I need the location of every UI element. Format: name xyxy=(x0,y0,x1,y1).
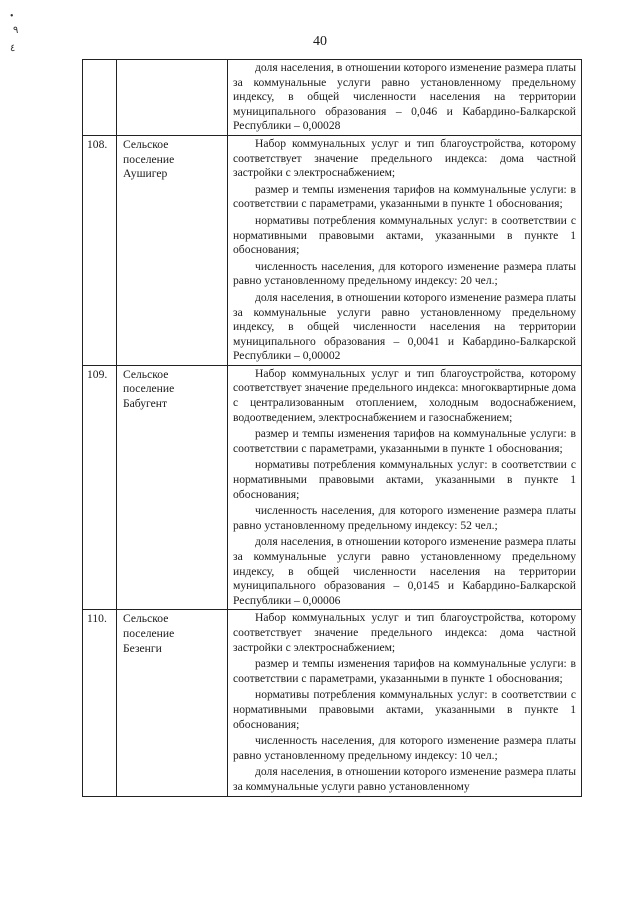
name-cell xyxy=(117,60,228,136)
description-cell xyxy=(228,135,582,365)
paragraph: Набор коммунальных услуг и тип благоустройства, которому соответствует значение предельного индекса: дома частной застройки с электроснабжением; xyxy=(233,136,576,180)
name-line: Сельское xyxy=(123,137,169,151)
margin-mark-3: ٤ xyxy=(10,43,16,54)
desc-cell xyxy=(228,60,582,136)
name-line: Безенги xyxy=(123,641,162,655)
name-line: поселение xyxy=(123,382,175,396)
name-line: Бабугент xyxy=(123,397,168,411)
paragraph: нормативы потребления коммунальных услуг: в соответствии с нормативными правовыми актами, указанными в пункте 1 обоснования; xyxy=(233,458,576,501)
name-line: Сельское xyxy=(123,612,169,626)
indicator-table xyxy=(82,59,582,797)
paragraph: размер и темпы изменения тарифов на коммунальные услуги: в соответствии с параметрами, указанными в пункте 1 обоснования; xyxy=(233,427,576,455)
description-cell xyxy=(228,365,582,610)
name-line: поселение xyxy=(123,626,175,640)
row-number: 108. xyxy=(83,135,117,365)
paragraph: нормативы потребления коммунальных услуг: в соответствии с нормативными правовыми актами, указанными в пункте 1 обоснования; xyxy=(233,688,576,731)
description-cell xyxy=(228,610,582,796)
row-number: 109. xyxy=(83,365,117,610)
paragraph: численность населения, для которого изменение размера платы равно установленному предельному индексу: 52 чел.; xyxy=(233,504,576,532)
paragraph: размер и темпы изменения тарифов на коммунальные услуги: в соответствии с параметрами, указанными в пункте 1 обоснования; xyxy=(233,657,576,685)
row-number: 110. xyxy=(83,610,117,796)
name-line: Сельское xyxy=(123,367,169,381)
paragraph: численность населения, для которого изменение размера платы равно установленному предельному индексу: 20 чел.; xyxy=(233,259,576,288)
name-line: поселение xyxy=(123,152,175,166)
paragraph: доля населения, в отношении которого изменение размера платы за коммунальные услуги равно установленному предельному индексу, в общей численности населения на территории муниципального образования – 0,046 и Кабардино-Балкарской Республики – 0,00028 xyxy=(233,61,576,133)
paragraph: Набор коммунальных услуг и тип благоустройства, которому соответствует значение предельного индекса: дома частной застройки с электроснабжением; xyxy=(233,611,576,654)
table-row xyxy=(83,135,582,365)
table-row-continuation xyxy=(83,60,582,136)
paragraph: размер и темпы изменения тарифов на коммунальные услуги: в соответствии с параметрами, указанными в пункте 1 обоснования; xyxy=(233,182,576,211)
table-row xyxy=(83,610,582,796)
paragraph: доля населения, в отношении которого изменение размера платы за коммунальные услуги равно установленному предельному индексу, в общей численности населения на территории муниципального образования – 0,0041 и Кабардино-Балкарской Республики – 0,00002 xyxy=(233,290,576,363)
paragraph: доля населения, в отношении которого изменение размера платы за коммунальные услуги равно установленному предельному индексу, в общей численности населения на территории муниципального образования – 0,0145 и Кабардино-Балкарской Республики – 0,00006 xyxy=(233,535,576,607)
margin-mark-1: • xyxy=(10,11,14,22)
name-line: Аушигер xyxy=(123,167,168,181)
page-number: 40 xyxy=(313,34,327,49)
paragraph: нормативы потребления коммунальных услуг: в соответствии с нормативными правовыми актами, указанными в пункте 1 обоснования; xyxy=(233,213,576,257)
paragraph: численность населения, для которого изменение размера платы равно установленному предельному индексу: 10 чел.; xyxy=(233,734,576,762)
paragraph: доля населения, в отношении которого изменение размера платы за коммунальные услуги равно установленному xyxy=(233,765,576,793)
settlement-name xyxy=(117,365,228,610)
margin-mark-2: ٩ xyxy=(13,25,19,36)
table-row xyxy=(83,365,582,610)
settlement-name xyxy=(117,610,228,796)
settlement-name xyxy=(117,135,228,365)
paragraph: Набор коммунальных услуг и тип благоустройства, которому соответствует значение предельного индекса: многоквартирные дома с централизованным отоплением, холодным водоснабжением, водоотведением, электроснабжением и газоснабжением; xyxy=(233,366,576,424)
num-cell xyxy=(83,60,117,136)
